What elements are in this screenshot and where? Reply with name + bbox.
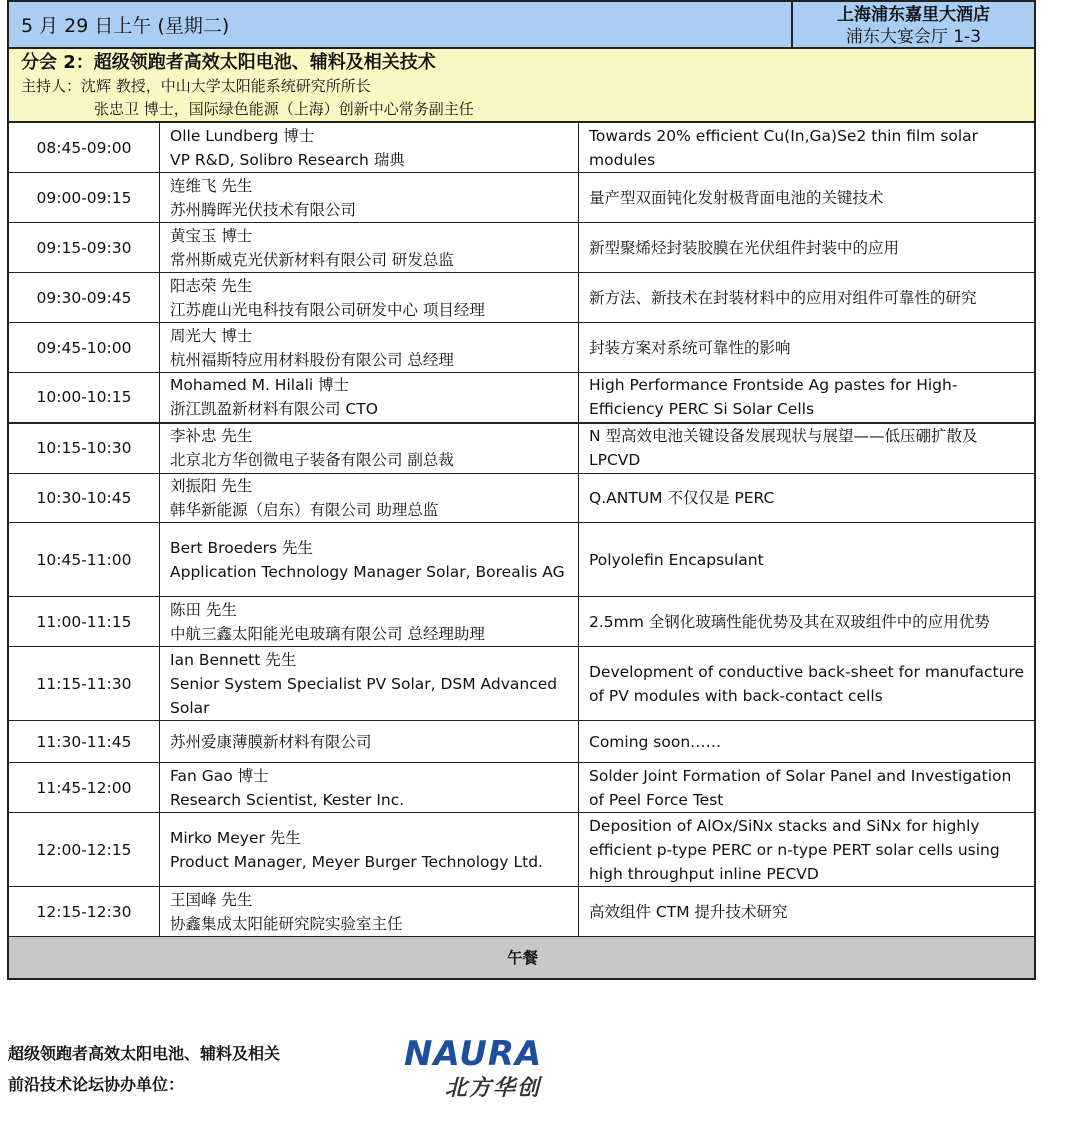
speaker-name: 苏州爱康薄膜新材料有限公司 [170,732,372,751]
host-line-2: 张忠卫 博士，国际绿色能源（上海）创新中心常务副主任 [94,100,474,118]
co-organizer-line-2: 前沿技术论坛协办单位： [8,1075,185,1094]
speaker-affiliation: Senior System Specialist PV Solar, DSM Advanced Solar [170,674,558,717]
time-slot: 10:45-11:00 [8,523,160,597]
schedule-header [7,0,1036,49]
time-slot: 10:00-10:15 [8,373,160,423]
speaker-name: Ian Bennett 先生 [170,650,297,669]
time-slot: 11:30-11:45 [8,721,160,763]
speaker-name: 陈田 先生 [170,600,237,619]
talk-topic: Polyolefin Encapsulant [579,523,1036,597]
time-slot: 10:30-10:45 [8,474,160,523]
speaker-affiliation: 江苏鹿山光电科技有限公司研发中心 项目经理 [170,300,485,319]
naura-wordmark [404,1034,542,1074]
talk-topic: 2.5mm 全钢化玻璃性能优势及其在双玻组件中的应用优势 [579,597,1036,647]
speaker-affiliation: 北京北方华创微电子装备有限公司 副总裁 [170,451,454,470]
speaker-name: 刘振阳 先生 [170,477,253,495]
agenda-table [7,122,1036,980]
talk-topic: High Performance Frontside Ag pastes for High-Efficiency PERC Si Solar Cells [579,373,1036,423]
speaker-cell [160,597,579,647]
table-row [8,323,1035,373]
host-line-1: 主持人：沈辉 教授，中山大学太阳能系统研究所所长 [21,77,371,95]
table-row [8,813,1035,887]
session-title: 分会 2：超级领跑者高效太阳电池、辅料及相关技术 [21,52,436,73]
speaker-affiliation: VP R&D, Solibro Research 瑞典 [170,150,405,169]
table-row [8,223,1035,273]
talk-topic: N 型高效电池关键设备发展现状与展望——低压硼扩散及 LPCVD [579,423,1036,474]
speaker-affiliation: Research Scientist, Kester Inc. [170,790,405,809]
time-slot: 11:45-12:00 [8,763,160,813]
talk-topic: Deposition of AlOx/SiNx stacks and SiNx for highly efficient p-type PERC or n-type PERT solar cells using high throughput inline PECVD [579,813,1036,887]
time-slot: 09:45-10:00 [8,323,160,373]
table-row [8,373,1035,423]
table-row [8,523,1035,597]
speaker-affiliation: 协鑫集成太阳能研究院实验室主任 [170,914,403,933]
speaker-cell [160,273,579,323]
speaker-name: Mirko Meyer 先生 [170,828,301,847]
speaker-cell [160,887,579,937]
session-date: 5 月 29 日上午 (星期二) [9,2,793,47]
speaker-affiliation: 浙江凯盈新材料有限公司 CTO [170,400,378,419]
speaker-name: Mohamed M. Hilali 博士 [170,376,350,395]
speaker-cell [160,813,579,887]
table-row [8,647,1035,721]
logo-text-en: NAURA [404,1034,543,1074]
speaker-cell [160,373,579,423]
speaker-name: 阳志荣 先生 [170,276,253,295]
lunch-row [8,937,1035,980]
talk-topic: 新型聚烯烃封装胶膜在光伏组件封装中的应用 [579,223,1036,273]
table-row [8,173,1035,223]
table-row [8,423,1035,474]
speaker-name: Fan Gao 博士 [170,766,269,785]
table-row [8,887,1035,937]
speaker-name: 王国峰 先生 [170,890,253,909]
table-row [8,273,1035,323]
talk-topic: 高效组件 CTM 提升技术研究 [579,887,1036,937]
speaker-cell [160,423,579,474]
speaker-cell [160,721,579,763]
talk-topic: 量产型双面钝化发射极背面电池的关键技术 [579,173,1036,223]
time-slot: 12:00-12:15 [8,813,160,887]
lunch-label: 午餐 [8,937,1035,980]
speaker-affiliation: Product Manager, Meyer Burger Technology Ltd. [170,852,543,871]
table-row [8,597,1035,647]
time-slot: 09:00-09:15 [8,173,160,223]
talk-topic: Coming soon…… [579,721,1036,763]
speaker-cell [160,223,579,273]
speaker-cell [160,323,579,373]
speaker-cell [160,763,579,813]
speaker-name: 周光大 博士 [170,326,253,345]
talk-topic: Q.ANTUM 不仅仅是 PERC [579,474,1036,523]
talk-topic: Towards 20% efficient Cu(In,Ga)Se2 thin film solar modules [579,123,1036,173]
co-organizer-note [8,1038,280,1100]
agenda-sheet [7,0,1036,980]
table-row [8,721,1035,763]
speaker-name: 连维飞 先生 [170,176,253,195]
session-info [7,49,1036,122]
venue [793,2,1034,47]
speaker-affiliation: 韩华新能源（启东）有限公司 助理总监 [170,501,439,519]
talk-topic: Development of conductive back-sheet for manufacture of PV modules with back-contact cells [579,647,1036,721]
speaker-name: 黄宝玉 博士 [170,226,253,245]
speaker-affiliation: 常州斯威克光伏新材料有限公司 研发总监 [170,250,454,269]
time-slot: 09:15-09:30 [8,223,160,273]
time-slot: 09:30-09:45 [8,273,160,323]
room-name: 浦东大宴会厅 1-3 [845,27,982,47]
speaker-cell [160,173,579,223]
naura-logo [400,1033,565,1103]
speaker-cell [160,474,579,523]
co-organizer-line-1: 超级领跑者高效太阳电池、辅料及相关 [8,1044,281,1063]
time-slot: 11:00-11:15 [8,597,160,647]
speaker-affiliation: 苏州腾晖光伏技术有限公司 [170,200,357,219]
speaker-affiliation: 中航三鑫太阳能光电玻璃有限公司 总经理助理 [170,624,485,643]
speaker-name: Bert Broeders 先生 [170,538,313,557]
speaker-affiliation: Application Technology Manager Solar, Borealis AG [170,562,565,581]
speaker-cell [160,523,579,597]
time-slot: 11:15-11:30 [8,647,160,721]
time-slot: 12:15-12:30 [8,887,160,937]
speaker-cell [160,647,579,721]
logo-text-cn: 北方华创 [445,1076,542,1101]
talk-topic: Solder Joint Formation of Solar Panel and Investigation of Peel Force Test [579,763,1036,813]
talk-topic: 新方法、新技术在封装材料中的应用对组件可靠性的研究 [579,273,1036,323]
table-row [8,763,1035,813]
speaker-name: Olle Lundberg 博士 [170,126,315,145]
time-slot: 10:15-10:30 [8,423,160,474]
talk-topic: 封装方案对系统可靠性的影响 [579,323,1036,373]
hotel-name: 上海浦东嘉里大酒店 [837,5,990,25]
speaker-name: 李补忠 先生 [170,427,253,446]
table-row [8,474,1035,523]
speaker-affiliation: 杭州福斯特应用材料股份有限公司 总经理 [170,350,454,369]
time-slot: 08:45-09:00 [8,123,160,173]
table-row [8,123,1035,173]
speaker-cell [160,123,579,173]
